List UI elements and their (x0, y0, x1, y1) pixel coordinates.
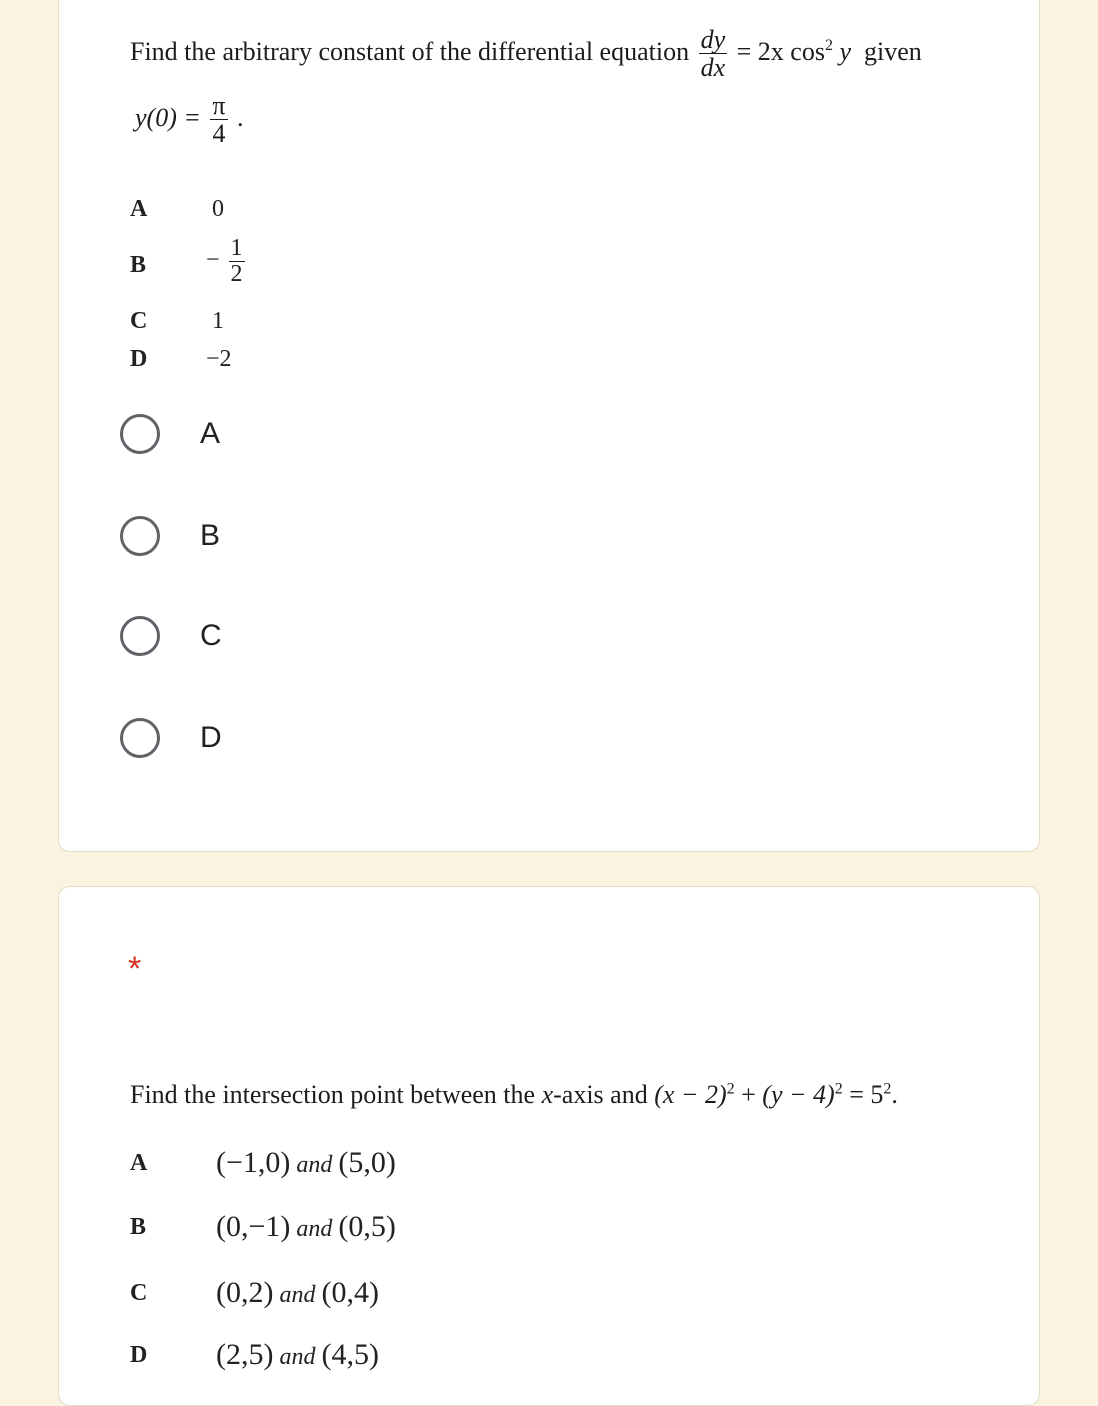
radio-circle[interactable] (120, 414, 160, 454)
condition-lhs: y(0) = (135, 102, 201, 132)
and-word: and (296, 1152, 333, 1178)
q2-option-b (130, 1210, 530, 1246)
condition-numerator: π (212, 91, 226, 120)
initial-condition (135, 92, 244, 148)
equation-rhs: = 5 (849, 1080, 884, 1109)
q2-option-d (130, 1338, 530, 1374)
equation-end: . (891, 1080, 898, 1109)
question-2-text (130, 1080, 898, 1110)
q1-option-value (206, 236, 248, 287)
and-word: and (279, 1282, 316, 1308)
equation-rhs: = 2x cos (736, 36, 825, 66)
equation-exp-1: 2 (726, 1080, 735, 1098)
q1-option-d (130, 346, 330, 376)
option-b-denominator: 2 (230, 261, 243, 288)
equation-term-1: (x − 2) (654, 1080, 727, 1109)
radio-choice-c[interactable] (120, 610, 222, 662)
radio-label: C (200, 619, 222, 652)
q1-option-letter: A (130, 196, 148, 222)
radio-label: D (200, 721, 222, 754)
radio-choice-d[interactable] (120, 712, 222, 764)
q1-option-letter: D (130, 346, 148, 372)
radio-circle[interactable] (120, 718, 160, 758)
question-2-prefix: Find the intersection point between the (130, 1080, 536, 1109)
derivative-numerator: dy (700, 25, 726, 54)
and-word: and (279, 1344, 316, 1370)
point-2: (0,4) (321, 1276, 379, 1309)
point-1: (0,−1) (216, 1210, 291, 1243)
q1-option-c (130, 308, 330, 338)
q2-option-letter: C (130, 1280, 148, 1306)
q1-option-letter: B (130, 252, 147, 278)
minus-sign: − (206, 247, 220, 274)
q1-option-value: 1 (212, 308, 224, 334)
equation-variable: y (839, 36, 851, 66)
option-b-numerator: 1 (230, 235, 243, 261)
q1-option-letter: C (130, 308, 148, 334)
point-1: (2,5) (216, 1338, 274, 1371)
equation-term-2: (y − 4) (762, 1080, 835, 1109)
point-2: (5,0) (338, 1146, 396, 1179)
q1-option-value: −2 (206, 346, 232, 372)
q2-option-a (130, 1146, 530, 1182)
q2-option-letter: B (130, 1214, 147, 1240)
required-asterisk: * (128, 950, 142, 988)
radio-choice-a[interactable] (120, 408, 220, 460)
given-word: given (864, 36, 922, 66)
radio-circle[interactable] (120, 516, 160, 556)
q2-option-letter: D (130, 1342, 148, 1368)
q1-option-b (130, 236, 330, 300)
condition-period: . (237, 102, 244, 132)
radio-label: B (200, 519, 221, 552)
question-2-middle: -axis and (553, 1080, 648, 1109)
option-b-fraction (229, 236, 245, 287)
question-1-text (130, 26, 922, 82)
and-word: and (296, 1216, 333, 1242)
q2-option-letter: A (130, 1150, 148, 1176)
q1-option-value: 0 (212, 196, 224, 222)
point-1: (0,2) (216, 1276, 274, 1309)
point-1: (−1,0) (216, 1146, 291, 1179)
radio-choice-b[interactable] (120, 510, 220, 562)
condition-fraction (210, 92, 227, 148)
condition-denominator: 4 (212, 119, 226, 149)
equation-rhs-exp: 2 (883, 1080, 892, 1098)
equation-plus: + (741, 1080, 756, 1109)
derivative-denominator: dx (700, 53, 726, 83)
axis-variable: x (541, 1080, 554, 1109)
point-2: (0,5) (338, 1210, 396, 1243)
derivative-fraction (699, 26, 728, 82)
q2-option-c (130, 1276, 530, 1312)
radio-label: A (200, 417, 221, 450)
equation-exp-2: 2 (834, 1080, 843, 1098)
point-2: (4,5) (321, 1338, 379, 1371)
question-1-prefix: Find the arbitrary constant of the differential equation (130, 36, 690, 66)
radio-circle[interactable] (120, 616, 160, 656)
q1-option-a (130, 196, 330, 226)
equation-exponent: 2 (824, 37, 833, 55)
